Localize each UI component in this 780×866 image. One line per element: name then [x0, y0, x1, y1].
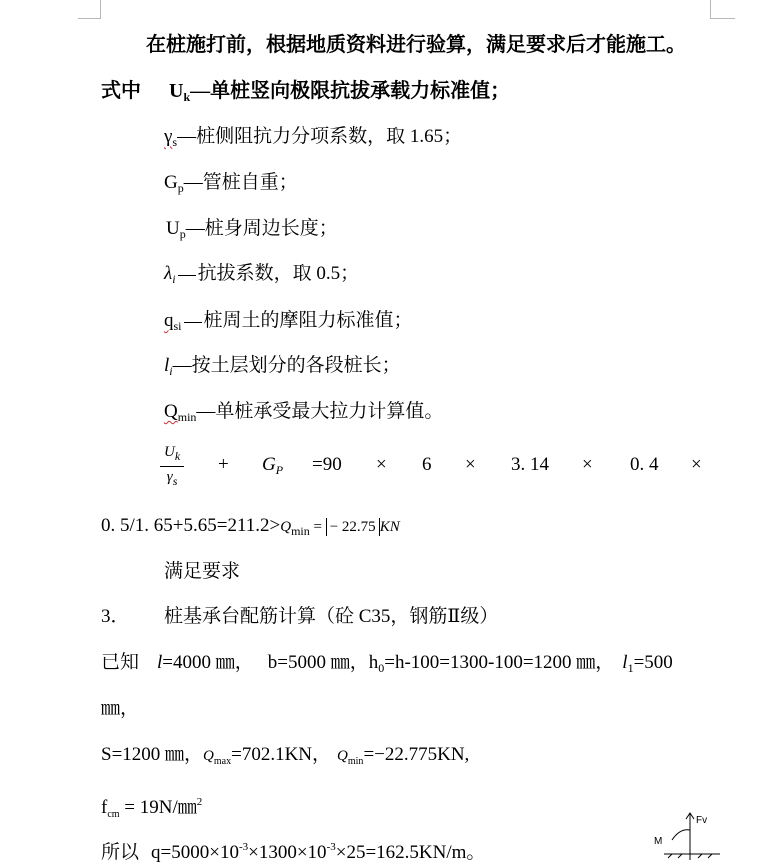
equation-6: 6 [422, 454, 432, 475]
formula-definition-uk: 式中 $U_k—$单桩竖向极限抗拔承载力标准值； [101, 80, 511, 104]
def-qsi: $q_{si}$ 桩周土的摩阻力标准值； [164, 310, 413, 333]
def-qmin: $Q_{min}—$单桩承受最大拉力计算值。 [164, 401, 444, 424]
header-line: 在桩施打前，根据地质资料进行验算，满足要求后才能施工。 [146, 34, 686, 56]
def-li: $l_i—$按土层划分的各段桩长； [164, 355, 401, 378]
fcm-line: $f_{cm}$ = 19N/㎜$^2$ [101, 796, 203, 820]
force-diagram [650, 810, 730, 864]
known-line: 已知 l=4000 ㎜， b=5000 ㎜，$h_0=h-100=1300-100=1200$ ㎜， $l_1=500$ [101, 652, 673, 675]
equation-plus: + [218, 454, 229, 475]
page-corner-mark-right [710, 0, 735, 19]
hatch-2 [678, 854, 682, 858]
equation-3-14: 3. 14 [511, 454, 549, 475]
equation-90: =90 [312, 454, 342, 475]
fv-label: Fv [696, 815, 708, 826]
def-gp: $G_p—$管桩自重； [164, 172, 298, 195]
equation-times-3: × [582, 454, 593, 475]
equation-gp: $G_P$ [262, 454, 284, 477]
section-3-number: 3． [101, 606, 130, 627]
def-up: $U_p—$桩身周边长度； [166, 218, 338, 241]
known-line-wrap: ㎜， [101, 698, 140, 719]
q-line: 所以 $q=5000\times 10^{-3}\times 1300\times 10^{-3}\times 25=162.5KN/m$。 [101, 841, 486, 863]
satisfied-text: 满足要求 [164, 561, 241, 582]
m-label: M [654, 836, 663, 847]
equation-times-1: × [376, 454, 387, 475]
page-corner-mark-left [78, 0, 101, 19]
equation-0-4: 0. 4 [630, 454, 659, 475]
hatch-1 [668, 854, 672, 858]
equation-continuation: 0. 5/1. $65+5.65=211.2>Q_{min}$ = − 22.75 KN [101, 515, 400, 538]
formula-label: 式中 [101, 80, 141, 102]
equation-fraction: $\frac{U_k}{\gamma_s}$ [160, 444, 184, 489]
def-gamma-s: $\gamma_s—$桩侧阻抗力分项系数，取 1.65； [164, 126, 463, 149]
section-3-title: 桩基承台配筋计算（砼 C35，钢筋Ⅱ级） [164, 606, 499, 627]
equation-times-4: × [691, 454, 702, 475]
def-lambda: $\lambda_i$ 抗拔系数，取 0.5； [164, 263, 360, 286]
moment-arc [672, 830, 690, 840]
hatch-3 [698, 854, 702, 858]
s-line: S=1200 ㎜，$Q_{max}=702.1KN$， $Q_{min}=-22.775KN$, [101, 744, 470, 767]
equation-times-2: × [465, 454, 476, 475]
hatch-4 [708, 854, 712, 858]
